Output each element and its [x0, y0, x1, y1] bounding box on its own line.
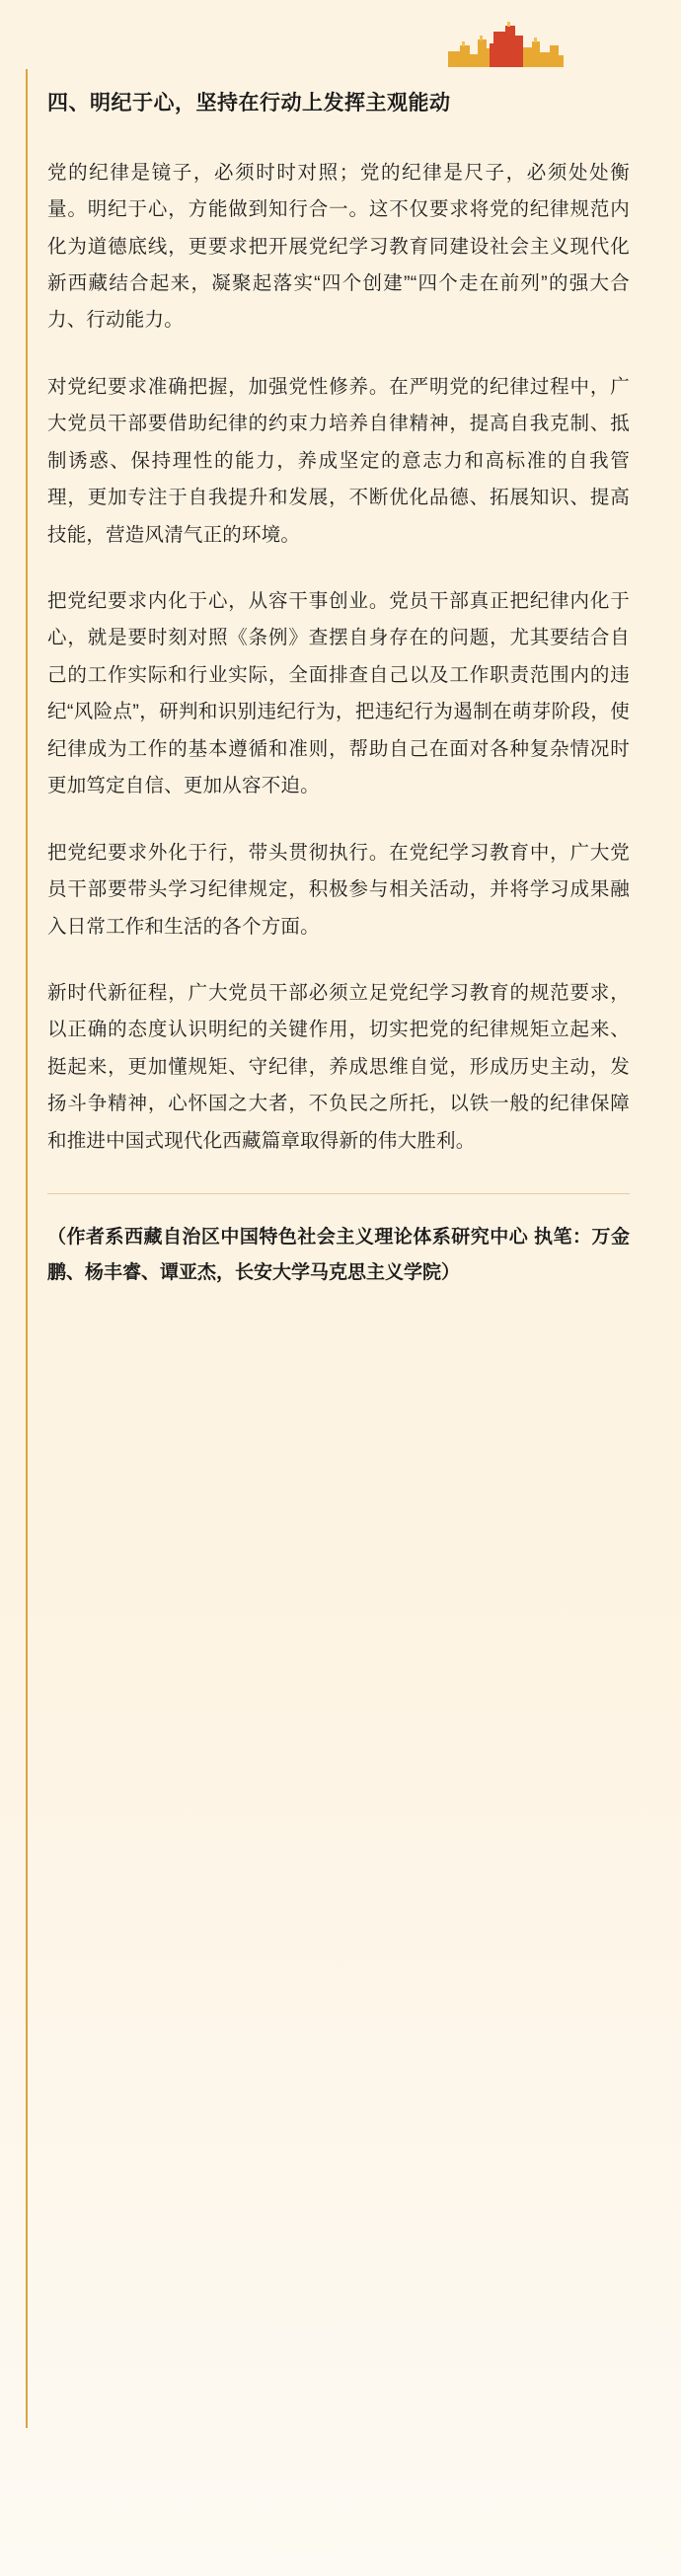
- paragraph: 党的纪律是镜子，必须时时对照；党的纪律是尺子，必须处处衡量。明纪于心，方能做到知行合一。这不仅要求将党的纪律规范内化为道德底线，更要求把开展党纪学习教育同建设社会主义现代化新西藏结合起来，凝聚起落实“四个创建”“四个走在前列”的强大合力、行动能力。: [47, 161, 630, 332]
- article-content: [0, 87, 681, 1380]
- section-divider: [47, 1193, 630, 1194]
- footer-spacer: [47, 1350, 630, 1380]
- author-byline: （作者系西藏自治区中国特色社会主义理论体系研究中心 执笔：万金鹏、杨丰睿、谭亚杰，长安大学马克思主义学院）: [47, 1227, 630, 1284]
- page-title: 四、明纪于心，坚持在行动上发挥主观能动: [47, 92, 451, 114]
- paragraph: 对党纪要求准确把握，加强党性修养。在严明党的纪律过程中，广大党员干部要借助纪律的约束力培养自律精神，提高自我克制、抵制诱惑、保持理性的能力，养成坚定的意志力和高标准的自我管理，更加专注于自我提升和发展，不断优化品德、拓展知识、提高技能，营造风清气正的环境。: [47, 375, 630, 546]
- paragraph: 把党纪要求外化于行，带头贯彻执行。在党纪学习教育中，广大党员干部要带头学习纪律规定，积极参与相关活动，并将学习成果融入日常工作和生活的各个方面。: [47, 841, 630, 938]
- paragraph: 新时代新征程，广大党员干部必须立足党纪学习教育的规范要求，以正确的态度认识明纪的关键作用，切实把党的纪律规矩立起来、挺起来，更加懂规矩、守纪律，养成思维自觉，形成历史主动，发扬斗争精神，心怀国之大者，不负民之所托，以铁一般的纪律保障和推进中国式现代化西藏篇章取得新的伟大胜利。: [47, 981, 630, 1152]
- paragraph: 把党纪要求内化于心，从容干事创业。党员干部真正把纪律内化于心，就是要时刻对照《条例》查摆自身存在的问题，尤其要结合自己的工作实际和行业实际，全面排查自己以及工作职责范围内的违纪“风险点”，研判和识别违纪行为，把违纪行为遏制在萌芽阶段，使纪律成为工作的基本遵循和准则，帮助自己在面对各种复杂情况时更加笃定自信、更加从容不迫。: [47, 590, 630, 797]
- potala-palace-skyline-icon: [446, 22, 565, 67]
- page-banner: [0, 0, 681, 77]
